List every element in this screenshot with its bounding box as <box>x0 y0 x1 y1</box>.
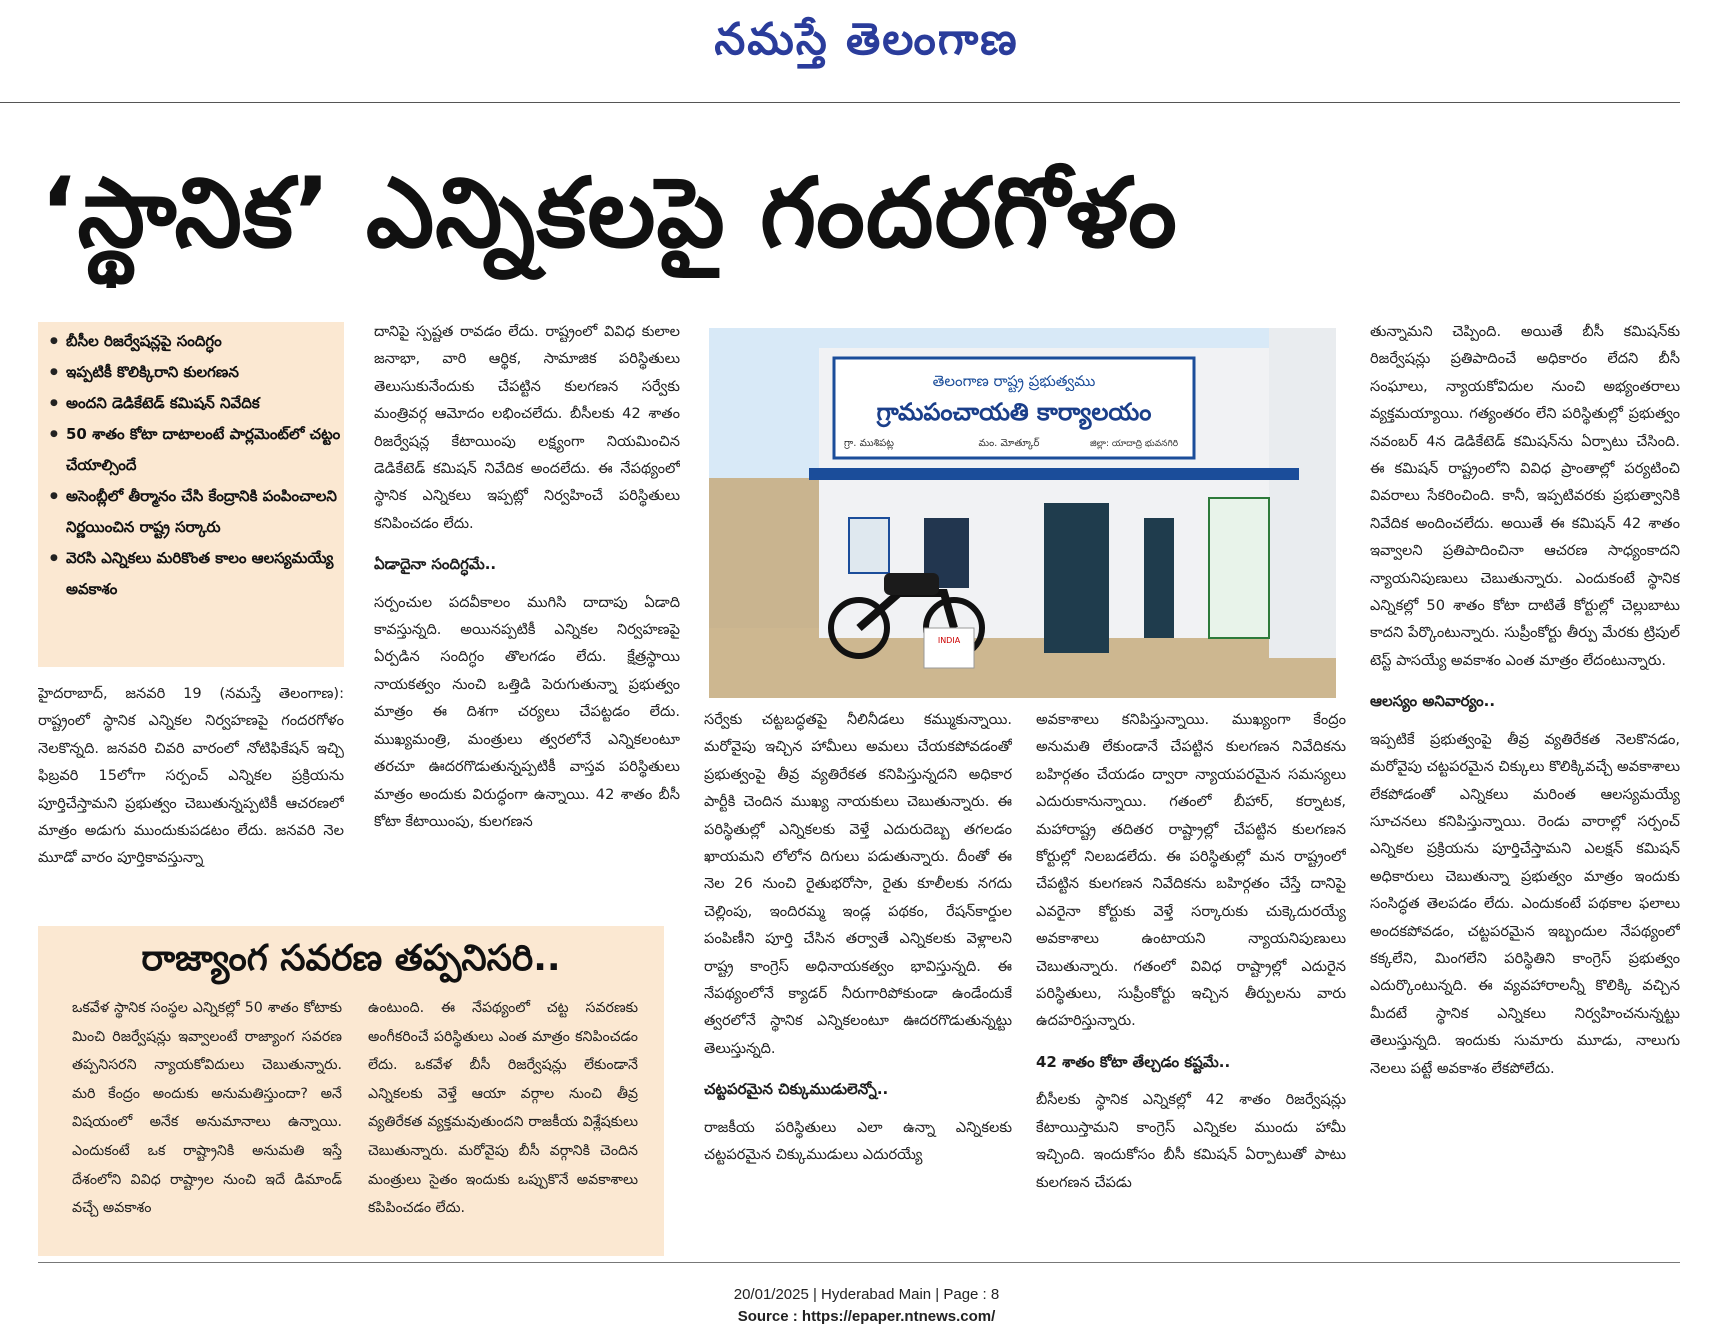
article-paragraph: ఇప్పటికే ప్రభుత్వంపై తీవ్ర వ్యతిరేకత నెలకొనడం, మరోవైపు చట్టపరమైన చిక్కులు కొలిక్కివచ్చే అవకాశాలు లేకపోడంతో ఎన్నికలు మరింత ఆలస్యమయ్యే సూచనలు కనిపిస్తున్నాయి. రెండు వారాల్లో సర్పంచ్ ఎన్నికల ప్రక్రియను పూర్తిచేస్తామని ఎలక్షన్ కమిషన్ అధికారులు చెబుతున్నా ప్రభుత్వం మాత్రం ఇందుకు సంసిద్ధత తెలపడం లేదు. ఎందుకంటే పథకాల ఫలాలు అందకపోవడం, చట్టపరమైన ఇబ్బందుల నేపథ్యంలో కక్కలేని, మింగలేని పరిస్థితిని కాంగ్రెస్ ప్రభుత్వం ఎదుర్కొంటున్నది. ఈ వ్యవహారాలన్నీ కొలిక్కి వచ్చిన మీదటే స్థానిక ఎన్నికలు నిర్వహించనున్నట్టు తెలుస్తున్నది. ఇందుకు సుమారు మూడు, నాలుగు నెలలు పట్టే అవకాశం లేకపోలేదు. <box>1370 730 1680 1077</box>
article-paragraph: తున్నామని చెప్పింది. అయితే బీసీ కమిషన్‌కు రిజర్వేషన్లు ప్రతిపాదించే అధికారం లేదని బీసీ సంఘాలు, న్యాయకోవిదుల నుంచి అభ్యంతరాలు వ్యక్తమయ్యాయి. గత్యంతరం లేని పరిస్థితుల్లో ప్రభుత్వం నవంబర్ 4న డెడికేటెడ్ కమిషన్‌ను ఏర్పాటు చేసింది. ఈ కమిషన్ రాష్ట్రంలోని వివిధ ప్రాంతాల్లో పర్యటించి వివరాలు సేకరించింది. కానీ, ఇప్పటివరకు ప్రభుత్వానికి నివేదిక అందించలేదు. అయితే ఈ కమిషన్ 42 శాతం ఇవ్వాలని ప్రతిపాదించినా ఆచరణ సాధ్యంకాదని న్యాయనిపుణులు చెబుతున్నారు. ఎందుకంటే స్థానిక ఎన్నికల్లో 50 శాతం కోటా దాటితే కోర్టుల్లో చెల్లుబాటు కాదని పేర్కొంటున్నారు. సుప్రీంకోర్టు తీర్పు మేరకు ట్రిపుల్ టెస్ట్ పాసయ్యే అవకాశం ఎంత మాత్రం లేదంటున్నారు. <box>1370 323 1680 669</box>
highlights-box <box>38 322 344 667</box>
sidebox-column-2 <box>368 994 638 1248</box>
sign-line-2: గ్రామపంచాయతి కార్యాలయం <box>876 398 1152 426</box>
article-subhead: ఏడాదైనా సందిగ్ధమే.. <box>374 555 497 574</box>
highlight-item: ● ఇప్పటికీ కొలిక్కిరాని కులగణన <box>50 357 344 388</box>
highlights-list <box>38 326 344 605</box>
sidebox-paragraph: ఒకవేళ స్థానిక సంస్థల ఎన్నికల్లో 50 శాతం కోటాకు మించి రిజర్వేషన్లు ఇవ్వాలంటే రాజ్యాంగ సవరణ తప్పనిసరని న్యాయకోవిదులు చెబుతున్నారు. మరి కేంద్రం అందుకు అనుమతిస్తుందా? అనే విషయంలో అనేక అనుమానాలు ఉన్నాయి. ఎందుకంటే ఒక రాష్ట్రానికి అనుమతి ఇస్తే దేశంలోని వివిధ రాష్ట్రాల నుంచి ఇదే డిమాండ్ వచ్చే అవకాశం <box>72 1000 342 1217</box>
article-paragraph: అవకాశాలు కనిపిస్తున్నాయి. ముఖ్యంగా కేంద్రం అనుమతి లేకుండానే చేపట్టిన కులగణన నివేదికను బహిర్గతం చేయడం ద్వారా న్యాయపరమైన సమస్యలు ఎదురుకానున్నాయి. గతంలో బీహార్, కర్నాటక, మహారాష్ట్ర తదితర రాష్ట్రాల్లో చేపట్టిన కులగణన కోర్టుల్లో నిలబడలేదు. ఈ పరిస్థితుల్లో మన రాష్ట్రంలో చేపట్టిన కులగణన నివేదికను బహిర్గతం చేస్తే దానిపై ఎవరైనా కోర్టుకు వెళ్తే సర్కారుకు చుక్కెదురయ్యే అవకాశాలు ఉంటాయని న్యాయనిపుణులు చెబుతున్నారు. గతంలో వివిధ రాష్ట్రాల్లో ఎదురైన పరిస్థితులు, సుప్రీంకోర్టు ఇచ్చిన తీర్పులను వారు ఉదహరిస్తున్నారు. <box>1036 711 1346 1030</box>
sign-line-3-left: గ్రా. ముశిపట్ల <box>844 438 894 449</box>
sign-line-3-right: జిల్లా: యాదాద్రి భువనగిరి <box>1089 439 1179 449</box>
article-column-4 <box>1036 706 1346 1256</box>
article-column-1 <box>38 680 344 920</box>
sidebox-column-1 <box>72 994 342 1248</box>
highlight-item: ● వెరసి ఎన్నికలు మరికొంత కాలం ఆలస్యమయ్యే అవకాశం <box>50 543 344 605</box>
article-subhead: ఆలస్యం అనివార్యం.. <box>1370 692 1496 711</box>
page-headline: ‘స్థానిక’ ఎన్నికలపై గందరగోళం <box>40 157 1178 269</box>
highlight-item: ● 50 శాతం కోటా దాటాలంటే పార్లమెంట్‌లో చట్టం చేయాల్సిందే <box>50 419 344 481</box>
article-paragraph: బీసీలకు స్థానిక ఎన్నికల్లో 42 శాతం రిజర్వేషన్లు కేటాయిస్తామని కాంగ్రెస్ ఎన్నికల ముందు హామీ ఇచ్చింది. ఇందుకోసం బీసీ కమిషన్ ఏర్పాటుతో పాటు కులగణన చేపడు <box>1036 1091 1346 1191</box>
highlight-item: ● బీసీల రిజర్వేషన్లపై సందిగ్ధం <box>50 326 344 357</box>
footer-divider <box>38 1262 1680 1263</box>
article-column-3 <box>704 706 1012 1256</box>
panchayat-office-photo <box>709 328 1336 698</box>
masthead-divider <box>0 102 1680 103</box>
footer-date-edition: 20/01/2025 | Hyderabad Main | Page : 8 <box>733 1286 1000 1303</box>
highlight-item: ● అందని డెడికేటెడ్ కమిషన్ నివేదిక <box>50 388 344 419</box>
page-footer <box>0 1284 1733 1328</box>
sign-line-1: తెలంగాణ రాష్ట్ర ప్రభుత్వము <box>932 372 1096 390</box>
newspaper-logo: నమస్తే తెలంగాణ <box>714 14 1019 65</box>
article-paragraph: సర్వేకు చట్టబద్ధతపై నీలినీడలు కమ్ముకున్నాయి. మరోవైపు ఇచ్చిన హామీలు అమలు చేయకపోవడంతో ప్రభుత్వంపై తీవ్ర వ్యతిరేకత కనిపిస్తున్నదని అధికార పార్టీకి చెందిన ముఖ్య నాయకులు చెబుతున్నారు. ఈ పరిస్థితుల్లో ఎన్నికలకు వెళ్తే ఎదురుదెబ్బ తగలడం ఖాయమని లోలోన దిగులు పడుతున్నారు. దీంతో ఈ నెల 26 నుంచి రైతుభరోసా, రైతు కూలీలకు నగదు చెల్లింపు, ఇందిరమ్మ ఇండ్ల పథకం, రేషన్‌కార్డుల పంపిణీని పూర్తి చేసిన తర్వాతే ఎన్నికలకు వెళ్లాలని రాష్ట్ర కాంగ్రెస్ అధినాయకత్వం భావిస్తున్నది. ఈ నేపథ్యంలోనే క్యాడర్ నీరుగారిపోకుండా ఉండేందుకే త్వరలోనే స్థానిక ఎన్నికలంటూ ఊదరగొడుతున్నట్టు తెలుస్తున్నది. <box>704 711 1012 1057</box>
article-paragraph: దానిపై స్పష్టత రావడం లేదు. రాష్ట్రంలో వివిధ కులాల జనాభా, వారి ఆర్థిక, సామాజిక పరిస్థితులు తెలుసుకునేందుకు చేపట్టిన కులగణన సర్వేకు మంత్రివర్గ ఆమోదం లభించలేదు. బీసీలకు 42 శాతం రిజర్వేషన్ల కేటాయింపు లక్ష్యంగా నియమించిన డెడికేటెడ్ కమిషన్ నివేదిక అందలేదు. ఈ నేపథ్యంలో స్థానిక ఎన్నికలు ఇప్పట్లో నిర్వహించే పరిస్థితులు కనిపించడం లేదు. <box>374 323 680 532</box>
article-paragraph: హైదరాబాద్, జనవరి 19 (నమస్తే తెలంగాణ): రాష్ట్రంలో స్థానిక ఎన్నికల నిర్వహణపై గందరగోళం నెలకొన్నది. జనవరి చివరి వారంలో నోటిఫికేషన్ ఇచ్చి ఫిబ్రవరి 15లోగా సర్పంచ్ ఎన్నికల ప్రక్రియను పూర్తిచేస్తామని ప్రభుత్వం చెబుతున్నప్పటికీ ఆచరణలో మాత్రం అడుగు ముందుకుపడటం లేదు. జనవరి నెల మూడో వారం పూర్తికావస్తున్నా <box>38 685 344 867</box>
article-paragraph: సర్పంచుల పదవీకాలం ముగిసి దాదాపు ఏడాది కావస్తున్నది. అయినప్పటికీ ఎన్నికల నిర్వహణపై ఏర్పడిన సందిగ్ధం తొలగడం లేదు. క్షేత్రస్థాయి నాయకత్వం నుంచి ఒత్తిడి పెరుగుతున్నా ప్రభుత్వం మాత్రం ఈ దిశగా చర్యలు చేపట్టడం లేదు. ముఖ్యమంత్రి, మంత్రులు త్వరలోనే ఎన్నికలంటూ తరచూ ఊదరగొడుతున్నప్పటికీ వాస్తవ పరిస్థితులు మాత్రం అందుకు విరుద్ధంగా ఉన్నాయి. 42 శాతం బీసీ కోటా కేటాయింపు, కులగణన <box>374 593 680 830</box>
footer-source: Source : https://epaper.ntnews.com/ <box>737 1308 996 1325</box>
small-board: INDIA <box>937 636 961 645</box>
article-photo <box>709 328 1336 698</box>
sidebox-title: రాజ్యాంగ సవరణ తప్పనిసరి.. <box>141 938 561 979</box>
sign-line-3-mid: మం. మోత్కూర్ <box>978 438 1040 449</box>
masthead <box>0 0 1733 98</box>
article-column-5 <box>1370 318 1680 1256</box>
sidebox-paragraph: ఉంటుంది. ఈ నేపథ్యంలో చట్ట సవరణకు అంగీకరించే పరిస్థితులు ఎంత మాత్రం కనిపించడం లేదు. ఒకవేళ బీసీ రిజర్వేషన్లు లేకుండానే ఎన్నికలకు వెళ్తే ఆయా వర్గాల నుంచి తీవ్ర వ్యతిరేకత వ్యక్తమవుతుందని రాజకీయ విశ్లేషకులు చెబుతున్నారు. మరోవైపు బీసీ వర్గానికి చెందిన మంత్రులు సైతం ఇందుకు ఒప్పుకొనే అవకాశాలు కపిపించడం లేదు. <box>368 1000 638 1217</box>
article-paragraph: రాజకీయ పరిస్థితులు ఎలా ఉన్నా ఎన్నికలకు చట్టపరమైన చిక్కుముడులు ఎదురయ్యే <box>704 1118 1012 1164</box>
article-column-2 <box>374 318 680 918</box>
article-subhead: చట్టపరమైన చిక్కుముడులెన్నో.. <box>704 1080 889 1099</box>
article-subhead: 42 శాతం కోటా తేల్చడం కష్టమే.. <box>1036 1052 1231 1071</box>
highlight-item: ● అసెంబ్లీలో తీర్మానం చేసి కేంద్రానికి పంపించాలని నిర్ణయించిన రాష్ట్ర సర్కారు <box>50 481 344 543</box>
sidebox <box>38 926 664 1256</box>
